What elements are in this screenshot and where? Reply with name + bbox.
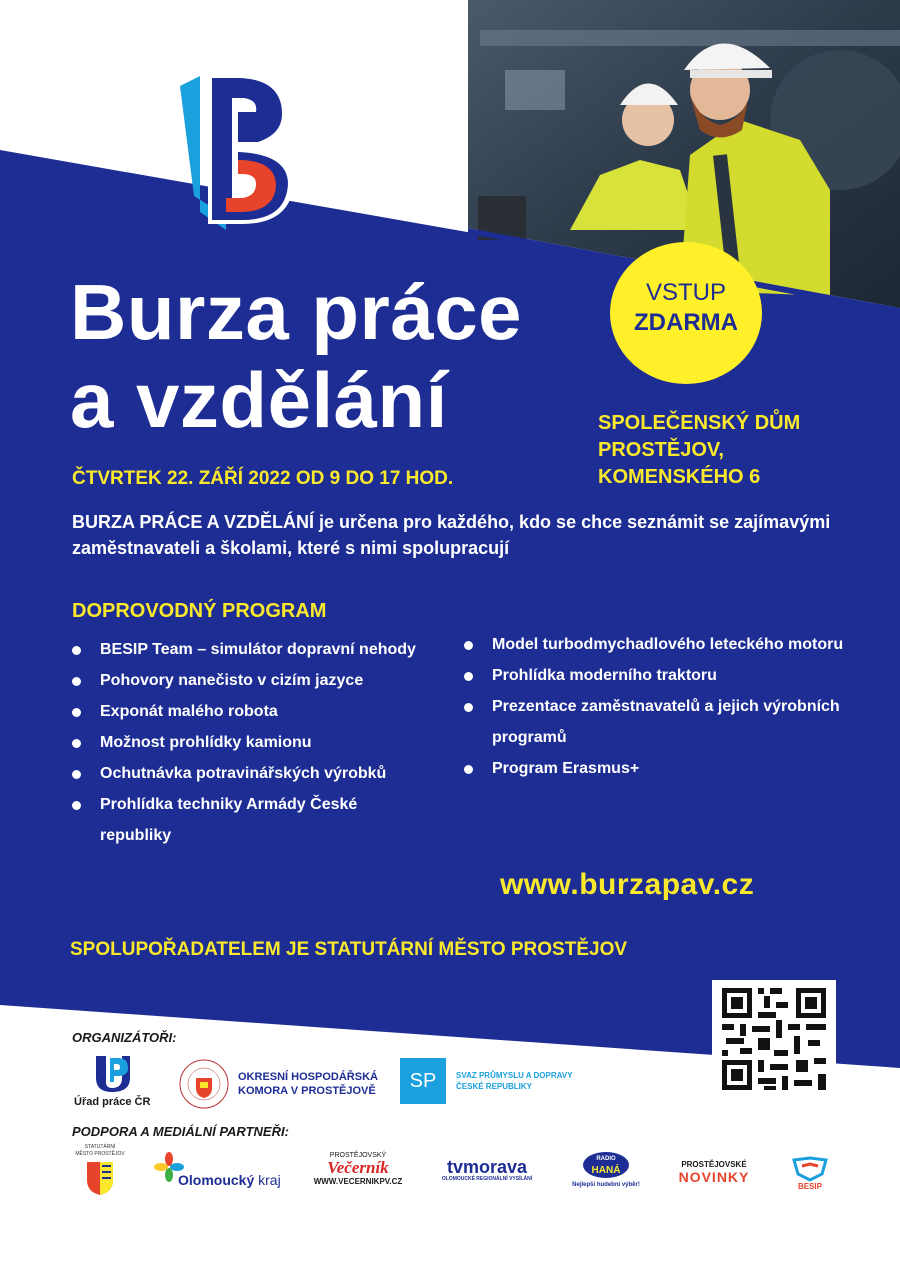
list-item: Pohovory nanečisto v cizím jazyce: [72, 665, 422, 696]
program-heading: DOPROVODNÝ PROGRAM: [72, 600, 327, 622]
tvmorava-logo: [432, 1158, 542, 1190]
badge-line-2: ZDARMA: [634, 309, 738, 336]
sp-mark: SP: [400, 1058, 446, 1104]
radio-hana-logo: [566, 1152, 646, 1194]
list-item: Prohlídka moderního traktoru: [464, 660, 844, 691]
novinky-name: NOVINKY: [678, 1169, 750, 1185]
coorganizer-text: SPOLUPOŘADATELEM JE STATUTÁRNÍ MĚSTO PROSTĚJOV: [70, 939, 628, 960]
free-entry-badge: [610, 242, 762, 384]
vecernik-logo: [308, 1152, 408, 1196]
partners-label: PODPORA A MEDIÁLNÍ PARTNEŘI:: [72, 1124, 289, 1139]
sp-name: [456, 1070, 572, 1092]
tvmorava-name: tvmorava: [446, 1157, 528, 1177]
list-item: Prohlídka techniky Armády České republiky: [72, 789, 422, 851]
up-logo: [74, 1052, 164, 1112]
olomoucky-text: [178, 1172, 281, 1188]
event-title: [70, 268, 522, 444]
besip-name: BESIP: [797, 1182, 822, 1191]
vecernik-top: PROSTĚJOVSKÝ: [329, 1152, 387, 1159]
up-logo-icon: [92, 1052, 132, 1092]
organizers-label: ORGANIZÁTOŘI:: [72, 1030, 177, 1045]
intro-text: BURZA PRÁCE A VZDĚLÁNÍ je určena pro každého, kdo se chce seznámit se zajímavými zaměstnavateli a školami, které s nimi spolupracují: [72, 512, 831, 558]
program-list-right: [464, 629, 844, 784]
olomoucky-name: Olomoucký: [178, 1172, 255, 1188]
burza-logo-icon: [178, 72, 300, 232]
program-list-left: [72, 634, 422, 851]
title-line-2: a vzdělání: [70, 356, 448, 444]
ohk-line-2: KOMORA V PROSTĚJOVĚ: [238, 1085, 376, 1097]
vecernik-name: Večerník: [327, 1158, 389, 1177]
city-coat-of-arms-icon: [85, 1160, 115, 1196]
sp-line-1: SVAZ PRŮMYSLU A DOPRAVY: [456, 1071, 573, 1080]
list-item: Exponát malého robota: [72, 696, 422, 727]
hana-sub: Nejlepší hudební výběr!: [572, 1182, 640, 1188]
list-item: BESIP Team – simulátor dopravní nehody: [72, 634, 422, 665]
badge-line-1: VSTUP: [645, 279, 726, 306]
sp-line-2: ČESKÉ REPUBLIKY: [456, 1082, 533, 1091]
besip-logo: [784, 1156, 836, 1196]
prostejovske-novinky-logo: [672, 1160, 756, 1192]
list-item: Prezentace zaměstnavatelů a jejich výrobních programů: [464, 691, 844, 753]
city-logo: [70, 1144, 130, 1200]
website-link[interactable]: www.burzapav.cz: [500, 868, 755, 901]
hana-top: RADIO: [596, 1156, 616, 1162]
list-item: Model turbodmychadlového leteckého motoru: [464, 629, 844, 660]
event-date: ČTVRTEK 22. ZÁŘÍ 2022 OD 9 DO 17 HOD.: [72, 468, 454, 489]
city-line-1: STATUTÁRNÍ: [84, 1144, 116, 1150]
kraj-name: kraj: [258, 1172, 281, 1188]
qr-code[interactable]: [712, 980, 836, 1098]
besip-shield-icon: [790, 1156, 830, 1182]
list-item: Možnost prohlídky kamionu: [72, 727, 422, 758]
venue-line-3: KOMENSKÉHO 6: [598, 466, 761, 488]
ohk-line-1: OKRESNÍ HOSPODÁŘSKÁ: [238, 1071, 378, 1083]
list-item: Program Erasmus+: [464, 753, 844, 784]
ohk-name: [238, 1070, 378, 1098]
tvmorava-sub: OLOMOUCKÉ REGIONÁLNÍ VYSÍLÁNÍ: [441, 1176, 533, 1182]
radio-hana-badge: [583, 1152, 629, 1178]
olomoucky-kraj-logo: [154, 1152, 284, 1192]
sp-logo: [400, 1058, 580, 1106]
hana-name: HANÁ: [591, 1165, 621, 1176]
novinky-top: PROSTĚJOVSKÉ: [681, 1160, 747, 1169]
qr-code-icon: [712, 980, 836, 1098]
list-item: Ochutnávka potravinářských výrobků: [72, 758, 422, 789]
ohk-seal-icon: [178, 1058, 230, 1110]
venue-address: [598, 410, 800, 491]
vecernik-url: WWW.VECERNIKPV.CZ: [313, 1177, 403, 1186]
title-line-1: Burza práce: [70, 268, 523, 356]
venue-line-1: SPOLEČENSKÝ DŮM: [598, 412, 801, 434]
venue-line-2: PROSTĚJOV,: [598, 439, 724, 461]
up-name: Úřad práce ČR: [74, 1096, 151, 1108]
city-line-2: MĚSTO PROSTĚJOV: [75, 1151, 125, 1157]
ohk-logo: [178, 1058, 378, 1112]
